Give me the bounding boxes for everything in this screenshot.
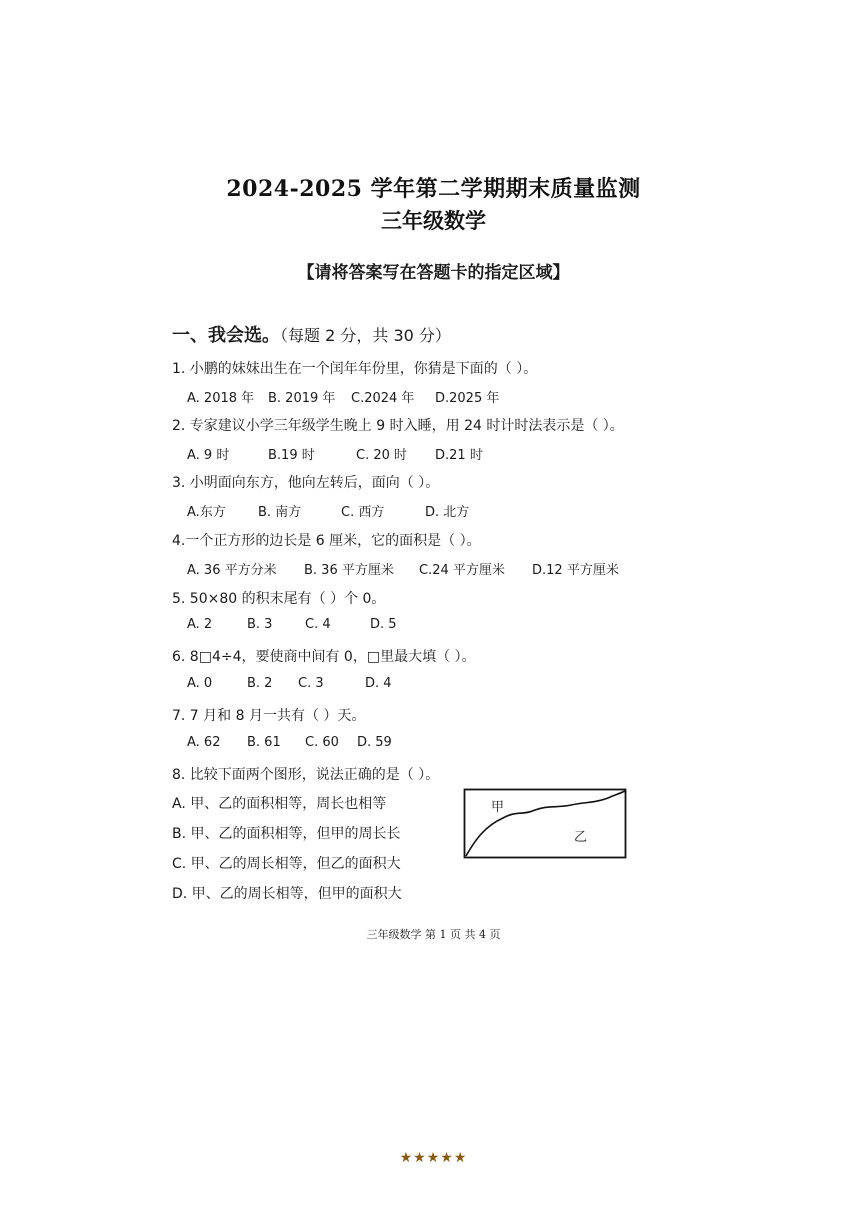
question-1: 1. 小鹏的妹妹出生在一个闰年年份里，你猜是下面的（ ）。 [172, 361, 538, 377]
q7-option-b: B. 61 [247, 735, 281, 750]
answer-notice: 【请将答案写在答题卡的指定区域】 [297, 263, 570, 283]
section-heading [172, 321, 451, 347]
q2-option-d: D.21 时 [435, 448, 483, 463]
q3-option-a: A.东方 [187, 505, 226, 520]
q4-option-b: B. 36 平方厘米 [304, 563, 394, 578]
q5-option-c: C. 4 [305, 617, 331, 632]
q6-option-d: D. 4 [365, 676, 392, 691]
q4-option-d: D.12 平方厘米 [532, 563, 619, 578]
q3-option-d: D. 北方 [425, 505, 470, 520]
q7-option-a: A. 62 [187, 735, 221, 750]
question-4: 4.一个正方形的边长是 6 厘米，它的面积是（ ）。 [172, 533, 481, 549]
exam-subtitle: 三年级数学 [381, 208, 486, 233]
q2-option-a: A. 9 时 [187, 448, 230, 463]
q2-option-b: B.19 时 [268, 448, 315, 463]
q4-option-c: C.24 平方厘米 [419, 563, 505, 578]
label-jia: 甲 [491, 800, 505, 815]
q7-option-c: C. 60 [305, 735, 339, 750]
q1-option-a: A. 2018 年 [187, 391, 255, 406]
q8-option-d: D. 甲、乙的周长相等，但甲的面积大 [172, 886, 402, 902]
q6-option-a: A. 0 [187, 676, 213, 691]
rating-stars: ★★★★★ [399, 1150, 468, 1166]
section-title: 一、我会选。 [172, 325, 280, 346]
q1-option-c: C.2024 年 [351, 391, 415, 406]
rectangle-divided-diagram [463, 788, 628, 860]
q5-option-d: D. 5 [370, 617, 397, 632]
shape-comparison-figure [463, 788, 628, 860]
q8-option-a: A. 甲、乙的面积相等，周长也相等 [172, 796, 387, 812]
label-yi: 乙 [574, 830, 588, 845]
q2-option-c: C. 20 时 [356, 448, 408, 463]
q6-option-c: C. 3 [298, 676, 324, 691]
q6-option-b: B. 2 [247, 676, 273, 691]
q7-option-d: D. 59 [357, 735, 392, 750]
question-2: 2. 专家建议小学三年级学生晚上 9 时入睡，用 24 时计时法表示是（ ）。 [172, 418, 624, 434]
page-footer: 三年级数学 第 1 页 共 4 页 [366, 928, 501, 941]
q4-option-a: A. 36 平方分米 [187, 563, 277, 578]
question-8: 8. 比较下面两个图形，说法正确的是（ ）。 [172, 767, 440, 783]
exam-title: 2024-2025 学年第二学期期末质量监测 [226, 176, 641, 202]
question-7: 7. 7 月和 8 月一共有（ ）天。 [172, 708, 366, 724]
q5-option-b: B. 3 [247, 617, 273, 632]
question-3: 3. 小明面向东方，他向左转后，面向（ ）。 [172, 475, 440, 491]
q1-option-b: B. 2019 年 [268, 391, 336, 406]
q1-option-d: D.2025 年 [435, 391, 500, 406]
q8-option-b: B. 甲、乙的面积相等，但甲的周长长 [172, 826, 401, 842]
q3-option-c: C. 西方 [341, 505, 385, 520]
q3-option-b: B. 南方 [258, 505, 302, 520]
question-6: 6. 8□4÷4，要使商中间有 0，□里最大填（ ）。 [172, 649, 476, 665]
section-score: （每题 2 分，共 30 分） [280, 326, 451, 345]
q5-option-a: A. 2 [187, 617, 213, 632]
question-5: 5. 50×80 的积末尾有（ ）个 0。 [172, 591, 386, 607]
q8-option-c: C. 甲、乙的周长相等，但乙的面积大 [172, 856, 401, 872]
